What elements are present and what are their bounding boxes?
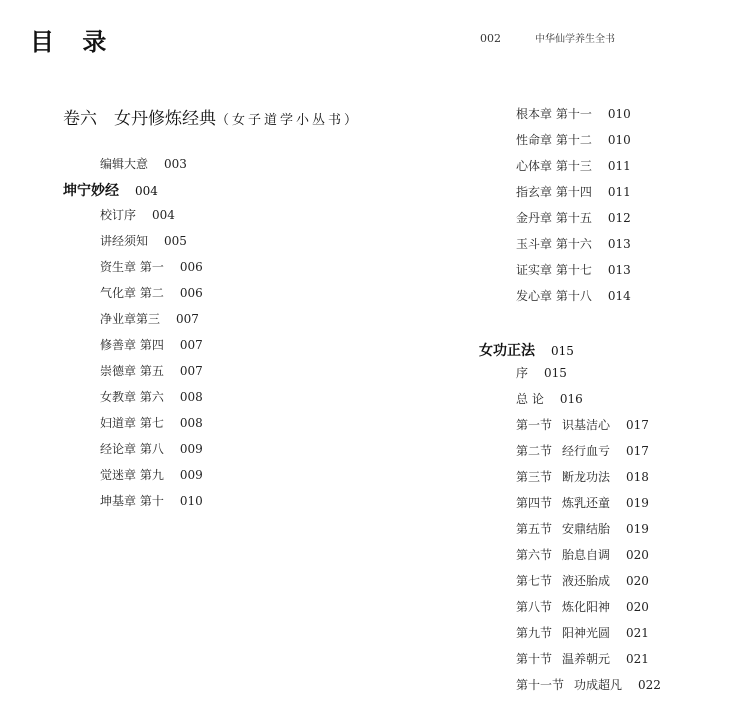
toc-entry-label: 根本章 第十一: [516, 107, 592, 121]
toc-entry-label: 崇德章 第五: [100, 364, 164, 378]
toc-entry-page: 008: [179, 390, 203, 404]
toc-entry-page: 004: [152, 208, 175, 222]
toc-entry[interactable]: [100, 466, 203, 483]
toc-entry-label: 坤基章 第十: [100, 494, 164, 508]
chapter-number: 第四节: [516, 496, 553, 510]
toc-entry-page: 011: [607, 185, 631, 199]
toc-entry-page: 016: [559, 392, 583, 406]
toc-entry-label: 讲经须知: [100, 234, 149, 248]
section-kunning-miaojing[interactable]: [63, 180, 158, 200]
volume-title: [63, 104, 360, 129]
toc-entry-page: 006: [179, 286, 203, 300]
section-page: 015: [551, 344, 574, 358]
toc-chapter[interactable]: [516, 624, 649, 641]
toc-entry-label: 气化章 第二: [100, 286, 164, 300]
toc-entry-page: 014: [607, 289, 631, 303]
chapter-title: 功成超凡: [574, 678, 623, 692]
chapter-page: 019: [626, 496, 649, 510]
toc-chapter[interactable]: [516, 520, 649, 537]
toc-chapter[interactable]: [516, 442, 649, 459]
toc-entry-page: 008: [179, 416, 203, 430]
section-nvgong-zhengfa[interactable]: [479, 340, 574, 360]
chapter-title: 炼化阳神: [562, 600, 611, 614]
page-number: 002: [480, 32, 501, 45]
toc-chapter[interactable]: [516, 468, 649, 485]
toc-entry-label: 编辑大意: [100, 157, 149, 171]
toc-entry[interactable]: [100, 206, 175, 223]
chapter-title: 阳神光圆: [562, 626, 611, 640]
chapter-page: 019: [626, 522, 649, 536]
toc-entry[interactable]: [516, 183, 631, 200]
toc-entry-intro[interactable]: [100, 155, 187, 172]
chapter-title: 温养朝元: [562, 652, 611, 666]
toc-entry[interactable]: [100, 362, 203, 379]
chapter-page: 018: [626, 470, 649, 484]
toc-entry[interactable]: [516, 209, 631, 226]
toc-entry-page: 012: [607, 211, 631, 225]
toc-entry-label: 性命章 第十二: [516, 133, 592, 147]
chapter-page: 020: [626, 548, 649, 562]
toc-entry[interactable]: [100, 258, 203, 275]
chapter-page: 021: [626, 652, 649, 666]
toc-entry-page: 010: [179, 494, 203, 508]
toc-entry-page: 003: [164, 157, 187, 171]
chapter-title: 液还胎成: [562, 574, 611, 588]
chapter-number: 第一节: [516, 418, 553, 432]
section-title: 坤宁妙经: [63, 183, 119, 199]
chapter-title: 断龙功法: [562, 470, 611, 484]
volume-subtitle: （女子道学小丛书）: [216, 113, 361, 128]
chapter-number: 第五节: [516, 522, 553, 536]
toc-chapter[interactable]: [516, 494, 649, 511]
chapter-number: 第八节: [516, 600, 553, 614]
toc-entry-label: 证实章 第十七: [516, 263, 592, 277]
toc-entry-label: 金丹章 第十五: [516, 211, 592, 225]
chapter-number: 第十节: [516, 652, 553, 666]
toc-chapter[interactable]: [516, 676, 661, 693]
chapter-title: 安鼎结胎: [562, 522, 611, 536]
toc-entry-page: 007: [179, 364, 203, 378]
chapter-number: 第十一节: [516, 678, 565, 692]
chapter-title: 经行血亏: [562, 444, 611, 458]
chapter-number: 第三节: [516, 470, 553, 484]
toc-entry[interactable]: [516, 105, 631, 122]
toc-entry-page: 006: [179, 260, 203, 274]
toc-entry-page: 007: [176, 312, 199, 326]
toc-entry-label: 觉迷章 第九: [100, 468, 164, 482]
volume-title-main: 卷六 女丹修炼经典: [63, 109, 216, 129]
chapter-title: 识基洁心: [562, 418, 611, 432]
chapter-title: 胎息自调: [562, 548, 611, 562]
chapter-number: 第六节: [516, 548, 553, 562]
toc-entry-label: 净业章第三: [100, 312, 161, 326]
toc-entry-page: 007: [179, 338, 203, 352]
toc-entry-page: 010: [607, 133, 631, 147]
toc-entry-label: 资生章 第一: [100, 260, 164, 274]
toc-chapter[interactable]: [516, 416, 649, 433]
toc-entry-preface[interactable]: [516, 364, 567, 381]
chapter-page: 017: [626, 418, 649, 432]
toc-chapter[interactable]: [516, 598, 649, 615]
toc-entry-page: 011: [607, 159, 631, 173]
chapter-page: 020: [626, 574, 649, 588]
toc-entry-label: 心体章 第十三: [516, 159, 592, 173]
toc-heading: 目 录: [30, 27, 117, 56]
toc-entry[interactable]: [100, 336, 203, 353]
toc-entry[interactable]: [516, 287, 631, 304]
toc-entry[interactable]: [100, 388, 203, 405]
toc-entry-label: 妇道章 第七: [100, 416, 164, 430]
toc-entry-page: 005: [164, 234, 187, 248]
toc-entry[interactable]: [100, 414, 203, 431]
chapter-page: 021: [626, 626, 649, 640]
toc-entry-label: 经论章 第八: [100, 442, 164, 456]
toc-entry[interactable]: [516, 261, 631, 278]
toc-entry-label: 序: [516, 366, 529, 380]
toc-entry[interactable]: [100, 492, 203, 509]
chapter-number: 第九节: [516, 626, 553, 640]
toc-entry[interactable]: [516, 131, 631, 148]
toc-entry-label: 修善章 第四: [100, 338, 164, 352]
toc-entry-page: 013: [607, 237, 631, 251]
toc-entry-page: 010: [607, 107, 631, 121]
toc-entry[interactable]: [100, 232, 187, 249]
section-title: 女功正法: [479, 343, 535, 359]
running-book-title: 中华仙学养生全书: [535, 34, 615, 45]
toc-entry[interactable]: [516, 157, 631, 174]
toc-entry-label: 指玄章 第十四: [516, 185, 592, 199]
toc-entry-page: 013: [607, 263, 631, 277]
toc-entry[interactable]: [100, 310, 199, 327]
toc-entry-label: 总 论: [516, 392, 544, 406]
toc-entry[interactable]: [516, 235, 631, 252]
toc-entry-overview[interactable]: [516, 390, 583, 407]
toc-entry-page: 009: [179, 468, 203, 482]
section-page: 004: [135, 184, 158, 198]
chapter-page: 022: [638, 678, 661, 692]
toc-chapter[interactable]: [516, 650, 649, 667]
toc-entry[interactable]: [100, 284, 203, 301]
toc-entry-label: 女教章 第六: [100, 390, 164, 404]
chapter-number: 第二节: [516, 444, 553, 458]
toc-entry[interactable]: [100, 440, 203, 457]
toc-entry-page: 009: [179, 442, 203, 456]
toc-chapter[interactable]: [516, 546, 649, 563]
chapter-page: 017: [626, 444, 649, 458]
chapter-number: 第七节: [516, 574, 553, 588]
chapter-title: 炼乳还童: [562, 496, 611, 510]
toc-entry-page: 015: [544, 366, 567, 380]
toc-entry-label: 发心章 第十八: [516, 289, 592, 303]
chapter-page: 020: [626, 600, 649, 614]
toc-entry-label: 校订序: [100, 208, 137, 222]
toc-entry-label: 玉斗章 第十六: [516, 237, 592, 251]
toc-chapter[interactable]: [516, 572, 649, 589]
